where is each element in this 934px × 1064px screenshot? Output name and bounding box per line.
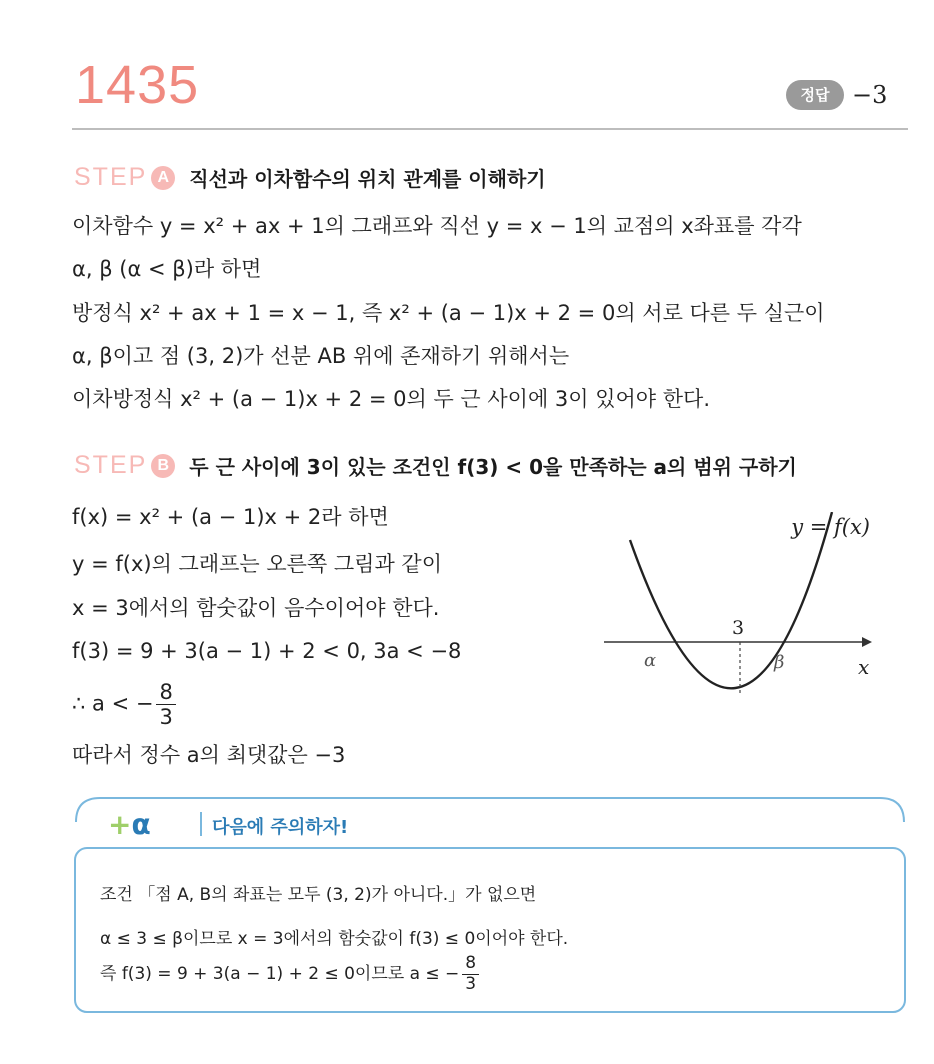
step-b-badge: B xyxy=(151,454,175,478)
tip-fraction-denominator: 3 xyxy=(465,973,477,994)
tip-title: 다음에 주의하자! xyxy=(212,817,349,838)
header-divider xyxy=(72,128,908,130)
step-b-line-3: x = 3에서의 함숫값이 음수이어야 한다. xyxy=(72,596,440,620)
tip-line-1: 조건 「점 A, B의 좌표는 모두 (3, 2)가 아니다.」가 없으면 xyxy=(100,885,537,905)
x-axis-label: x xyxy=(858,655,870,679)
step-b-title: 두 근 사이에 3이 있는 조건인 f(3) < 0을 만족하는 a의 범위 구하기 xyxy=(189,455,797,479)
step-a-heading xyxy=(74,163,546,192)
tip-line-2: α ≤ 3 ≤ β이므로 x = 3에서의 함숫값이 f(3) ≤ 0이어야 한다. xyxy=(100,929,569,949)
step-b-line-2: y = f(x)의 그래프는 오른쪽 그림과 같이 xyxy=(72,552,442,576)
step-a-line-3: 방정식 x² + ax + 1 = x − 1, 즉 x² + (a − 1)x + 2 = 0의 서로 다른 두 실근이 xyxy=(72,301,825,325)
answer-value: −3 xyxy=(852,81,888,109)
tip-line-3-prefix: 즉 f(3) = 9 + 3(a − 1) + 2 ≤ 0이므로 a ≤ − xyxy=(100,964,460,985)
fraction xyxy=(156,680,175,729)
step-a-line-1: 이차함수 y = x² + ax + 1의 그래프와 직선 y = x − 1의 교점의 x좌표를 각각 xyxy=(72,214,802,238)
step-a-title: 직선과 이차함수의 위치 관계를 이해하기 xyxy=(189,167,546,191)
therefore-prefix: ∴ a < − xyxy=(72,691,154,716)
step-a-label: STEP xyxy=(74,163,148,191)
answer-badge: 정답 xyxy=(786,80,844,110)
x-axis-arrow-icon xyxy=(862,637,872,647)
step-a-badge: A xyxy=(151,166,175,190)
fraction-denominator: 3 xyxy=(159,705,173,730)
problem-number: 1435 xyxy=(75,55,200,115)
step-a-line-2: α, β (α < β)라 하면 xyxy=(72,257,262,281)
step-a-line-4: α, β이고 점 (3, 2)가 선분 AB 위에 존재하기 위해서는 xyxy=(72,344,570,368)
alpha-label: α xyxy=(644,650,657,671)
step-b-line-4: f(3) = 9 + 3(a − 1) + 2 < 0, 3a < −8 xyxy=(72,639,462,663)
parabola-graph xyxy=(600,512,900,722)
tip-separator xyxy=(200,812,202,836)
step-b-heading xyxy=(74,451,797,480)
step-b-label: STEP xyxy=(74,451,148,479)
plus-alpha-icon: +α xyxy=(108,808,151,841)
step-a-line-5: 이차방정식 x² + (a − 1)x + 2 = 0의 두 근 사이에 3이 있어야 한다. xyxy=(72,387,711,411)
step-b-therefore xyxy=(72,680,179,729)
step-b-conclusion: 따라서 정수 a의 최댓값은 −3 xyxy=(72,743,346,767)
step-b-line-1: f(x) = x² + (a − 1)x + 2라 하면 xyxy=(72,505,389,529)
curve-label: y = f(x) xyxy=(791,515,870,539)
tick-label-3: 3 xyxy=(732,617,745,639)
tip-line-3 xyxy=(100,954,482,994)
tip-fraction-numerator: 8 xyxy=(462,954,479,975)
tip-fraction xyxy=(462,954,479,994)
beta-label: β xyxy=(774,652,785,673)
fraction-numerator: 8 xyxy=(156,680,175,705)
